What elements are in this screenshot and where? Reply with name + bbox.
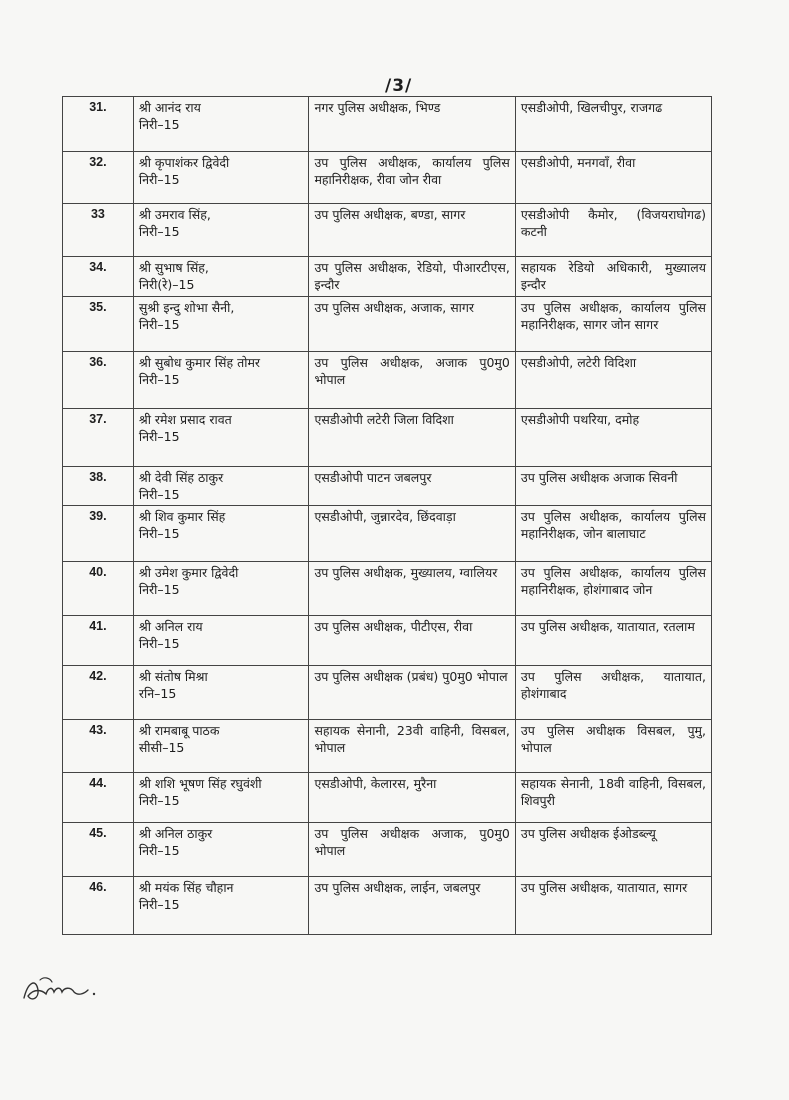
officer-batch: निरी–15: [138, 793, 180, 808]
table-row: [63, 562, 712, 616]
signature-mark: [18, 968, 108, 1008]
new-posting: एसडीओपी, मनगवाँ, रीवा: [520, 155, 636, 170]
officer-batch: निरी–15: [138, 582, 180, 597]
current-posting: एसडीओपी लटेरी जिला विदिशा: [314, 412, 454, 427]
current-posting: उप पुलिस अधीक्षक, अजाक पु0मु0 भोपाल: [314, 355, 510, 387]
current-posting: उप पुलिस अधीक्षक (प्रबंध) पु0मु0 भोपाल: [314, 669, 508, 684]
new-posting-cell: [515, 506, 711, 562]
new-posting: उप पुलिस अधीक्षक, कार्यालय पुलिस महानिरीक्षक, जोन बालाघाट: [520, 509, 706, 541]
officer-name: श्री उमराव सिंह,: [138, 207, 211, 222]
officer-batch: निरी–15: [138, 372, 180, 387]
current-posting-cell: [309, 257, 515, 297]
serial-number: 33: [90, 207, 105, 221]
table-row: [63, 352, 712, 409]
current-posting: एसडीओपी, जुन्नारदेव, छिंदवाड़ा: [314, 509, 456, 524]
current-posting-cell: [309, 204, 515, 257]
officer-batch: निरी–15: [138, 429, 180, 444]
officer-cell: [133, 204, 309, 257]
current-posting-cell: [309, 352, 515, 409]
officer-cell: [133, 152, 309, 204]
officer-name: श्री देवी सिंह ठाकुर: [138, 470, 224, 485]
current-posting-cell: [309, 562, 515, 616]
serial-number-cell: [63, 257, 134, 297]
new-posting-cell: [515, 877, 711, 935]
officer-cell: [133, 616, 309, 666]
page-number: /3/: [385, 76, 413, 96]
serial-number: 46.: [89, 880, 107, 894]
current-posting: सहायक सेनानी, 23वी वाहिनी, विसबल, भोपाल: [314, 723, 510, 755]
officer-batch: निरी–15: [138, 172, 180, 187]
serial-number: 40.: [89, 565, 107, 579]
serial-number-cell: [63, 409, 134, 467]
officer-batch: निरी–15: [138, 897, 180, 912]
table-row: [63, 666, 712, 720]
new-posting: एसडीओपी, लटेरी विदिशा: [520, 355, 637, 370]
serial-number-cell: [63, 616, 134, 666]
officer-cell: [133, 773, 309, 823]
serial-number-cell: [63, 204, 134, 257]
table-row: [63, 823, 712, 877]
table-row: [63, 297, 712, 352]
serial-number-cell: [63, 877, 134, 935]
current-posting-cell: [309, 823, 515, 877]
officer-batch: रनि–15: [138, 686, 177, 701]
current-posting: एसडीओपी, केलारस, मुरैना: [314, 776, 437, 791]
serial-number-cell: [63, 152, 134, 204]
table-row: [63, 720, 712, 773]
officer-cell: [133, 467, 309, 506]
officer-batch: निरी–15: [138, 487, 180, 502]
serial-number-cell: [63, 352, 134, 409]
transfer-table: [62, 96, 712, 935]
table-row: [63, 467, 712, 506]
new-posting-cell: [515, 152, 711, 204]
new-posting: एसडीओपी कैमोर, (विजयराघोगढ) कटनी: [520, 207, 706, 239]
new-posting: उप पुलिस अधीक्षक अजाक सिवनी: [520, 470, 678, 485]
officer-batch: निरी–15: [138, 317, 180, 332]
new-posting-cell: [515, 773, 711, 823]
new-posting: उप पुलिस अधीक्षक, यातायात, रतलाम: [520, 619, 695, 634]
serial-number-cell: [63, 773, 134, 823]
officer-batch: निरी(रे)–15: [138, 277, 195, 292]
table-row: [63, 97, 712, 152]
officer-batch: निरी–15: [138, 843, 180, 858]
officer-name: सुश्री इन्दु शोभा सैनी,: [138, 300, 235, 315]
new-posting: एसडीओपी पथरिया, दमोह: [520, 412, 640, 427]
current-posting-cell: [309, 97, 515, 152]
serial-number: 43.: [89, 723, 107, 737]
officer-name: श्री शशि भूषण सिंह रघुवंशी: [138, 776, 262, 791]
table-row: [63, 204, 712, 257]
new-posting-cell: [515, 97, 711, 152]
officer-name: श्री रामबाबू पाठक: [138, 723, 220, 738]
new-posting: उप पुलिस अधीक्षक, यातायात, होशंगाबाद: [520, 669, 706, 701]
officer-batch: निरी–15: [138, 117, 180, 132]
new-posting: उप पुलिस अधीक्षक, कार्यालय पुलिस महानिरीक्षक, होशंगाबाद जोन: [520, 565, 706, 597]
officer-batch: सीसी–15: [138, 740, 185, 755]
serial-number: 41.: [89, 619, 107, 633]
serial-number: 37.: [89, 412, 107, 426]
officer-cell: [133, 97, 309, 152]
serial-number: 36.: [89, 355, 107, 369]
new-posting: एसडीओपी, खिलचीपुर, राजगढ: [520, 100, 663, 115]
current-posting: एसडीओपी पाटन जबलपुर: [314, 470, 432, 485]
current-posting: उप पुलिस अधीक्षक, अजाक, सागर: [314, 300, 475, 315]
officer-name: श्री अनिल ठाकुर: [138, 826, 213, 841]
serial-number-cell: [63, 506, 134, 562]
current-posting-cell: [309, 720, 515, 773]
officer-cell: [133, 877, 309, 935]
officer-cell: [133, 257, 309, 297]
current-posting-cell: [309, 152, 515, 204]
serial-number: 42.: [89, 669, 107, 683]
serial-number-cell: [63, 720, 134, 773]
officer-name: श्री उमेश कुमार द्विवेदी: [138, 565, 239, 580]
current-posting-cell: [309, 467, 515, 506]
officer-cell: [133, 666, 309, 720]
new-posting-cell: [515, 467, 711, 506]
new-posting: सहायक रेडियो अधिकारी, मुख्यालय इन्दौर: [520, 260, 706, 292]
table-row: [63, 773, 712, 823]
current-posting-cell: [309, 409, 515, 467]
current-posting: नगर पुलिस अधीक्षक, भिण्ड: [314, 100, 441, 115]
table-row: [63, 257, 712, 297]
officer-name: श्री सुबोध कुमार सिंह तोमर: [138, 355, 261, 370]
officer-batch: निरी–15: [138, 636, 180, 651]
table-row: [63, 877, 712, 935]
new-posting-cell: [515, 562, 711, 616]
officer-cell: [133, 409, 309, 467]
current-posting: उप पुलिस अधीक्षक अजाक, पु0मु0 भोपाल: [314, 826, 510, 858]
table-row: [63, 616, 712, 666]
officer-cell: [133, 562, 309, 616]
current-posting-cell: [309, 666, 515, 720]
serial-number: 34.: [89, 260, 107, 274]
serial-number-cell: [63, 666, 134, 720]
new-posting-cell: [515, 409, 711, 467]
current-posting: उप पुलिस अधीक्षक, पीटीएस, रीवा: [314, 619, 473, 634]
new-posting-cell: [515, 204, 711, 257]
table-row: [63, 506, 712, 562]
new-posting-cell: [515, 616, 711, 666]
serial-number: 39.: [89, 509, 107, 523]
new-posting: उप पुलिस अधीक्षक, यातायात, सागर: [520, 880, 688, 895]
current-posting-cell: [309, 506, 515, 562]
serial-number: 31.: [89, 100, 107, 114]
new-posting: सहायक सेनानी, 18वी वाहिनी, विसबल, शिवपुरी: [520, 776, 706, 808]
serial-number-cell: [63, 297, 134, 352]
new-posting-cell: [515, 823, 711, 877]
serial-number-cell: [63, 97, 134, 152]
officer-name: श्री मयंक सिंह चौहान: [138, 880, 234, 895]
officer-batch: निरी–15: [138, 526, 180, 541]
serial-number-cell: [63, 467, 134, 506]
serial-number-cell: [63, 562, 134, 616]
new-posting-cell: [515, 666, 711, 720]
officer-cell: [133, 506, 309, 562]
current-posting: उप पुलिस अधीक्षक, बण्डा, सागर: [314, 207, 466, 222]
serial-number: 44.: [89, 776, 107, 790]
serial-number-cell: [63, 823, 134, 877]
current-posting-cell: [309, 616, 515, 666]
new-posting: उप पुलिस अधीक्षक, कार्यालय पुलिस महानिरीक्षक, सागर जोन सागर: [520, 300, 706, 332]
serial-number: 35.: [89, 300, 107, 314]
serial-number: 38.: [89, 470, 107, 484]
current-posting-cell: [309, 773, 515, 823]
new-posting: उप पुलिस अधीक्षक ईओडब्ल्यू: [520, 826, 656, 841]
new-posting-cell: [515, 297, 711, 352]
officer-name: श्री शिव कुमार सिंह: [138, 509, 226, 524]
new-posting-cell: [515, 352, 711, 409]
officer-name: श्री अनिल राय: [138, 619, 203, 634]
officer-name: श्री आनंद राय: [138, 100, 201, 115]
officer-cell: [133, 297, 309, 352]
current-posting: उप पुलिस अधीक्षक, कार्यालय पुलिस महानिरीक्षक, रीवा जोन रीवा: [314, 155, 510, 187]
new-posting: उप पुलिस अधीक्षक विसबल, पुमु, भोपाल: [520, 723, 706, 755]
officer-name: श्री रमेश प्रसाद रावत: [138, 412, 232, 427]
officer-name: श्री सुभाष सिंह,: [138, 260, 209, 275]
officer-cell: [133, 720, 309, 773]
officer-batch: निरी–15: [138, 224, 180, 239]
officer-name: श्री संतोष मिश्रा: [138, 669, 208, 684]
officer-cell: [133, 823, 309, 877]
new-posting-cell: [515, 720, 711, 773]
current-posting: उप पुलिस अधीक्षक, मुख्यालय, ग्वालियर: [314, 565, 498, 580]
officer-name: श्री कृपाशंकर द्विवेदी: [138, 155, 230, 170]
table-row: [63, 409, 712, 467]
new-posting-cell: [515, 257, 711, 297]
current-posting: उप पुलिस अधीक्षक, लाईन, जबलपुर: [314, 880, 481, 895]
officer-cell: [133, 352, 309, 409]
serial-number: 32.: [89, 155, 107, 169]
current-posting-cell: [309, 297, 515, 352]
current-posting-cell: [309, 877, 515, 935]
current-posting: उप पुलिस अधीक्षक, रेडियो, पीआरटीएस, इन्दौर: [314, 260, 510, 292]
serial-number: 45.: [89, 826, 107, 840]
table-row: [63, 152, 712, 204]
